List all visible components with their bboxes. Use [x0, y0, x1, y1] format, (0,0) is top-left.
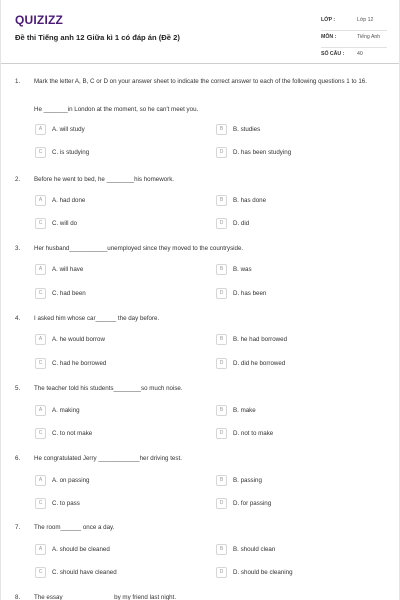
option-a[interactable] — [35, 475, 195, 487]
question-text: Before he went to bed, he ________his homework. — [34, 176, 175, 183]
option-text: C. to pass — [52, 500, 80, 507]
option-letter-box: D — [216, 147, 227, 158]
option-c[interactable] — [35, 288, 195, 300]
option-text: C. is studying — [52, 149, 90, 156]
option-c[interactable] — [35, 358, 195, 370]
question-text: The room______ once a day. — [34, 524, 115, 531]
question-number: 2. — [15, 176, 21, 183]
option-c[interactable] — [35, 428, 195, 440]
option-letter-box: D — [216, 218, 227, 229]
option-letter-box: A — [35, 544, 46, 555]
question-number: 7. — [15, 524, 21, 531]
option-text: C. will do — [52, 220, 78, 227]
question-2 — [15, 176, 385, 234]
option-text: C. should have cleaned — [52, 569, 117, 576]
option-text: D. should be cleaning — [233, 569, 293, 576]
option-b[interactable] — [216, 264, 376, 276]
meta-value: Tiếng Anh — [357, 34, 381, 40]
option-text: D. not to make — [233, 430, 274, 437]
option-text: B. make — [233, 407, 256, 414]
option-d[interactable] — [216, 288, 376, 300]
option-a[interactable] — [35, 334, 195, 346]
option-letter-box: B — [216, 405, 227, 416]
option-text: D. did — [233, 220, 250, 227]
question-sentence: He _______in London at the moment, so he can't meet you. — [34, 106, 199, 113]
option-letter-box: A — [35, 475, 46, 486]
option-a[interactable] — [35, 544, 195, 556]
option-d[interactable] — [216, 428, 376, 440]
option-letter-box: B — [216, 264, 227, 275]
option-letter-box: D — [216, 567, 227, 578]
option-a[interactable] — [35, 405, 195, 417]
question-number: 6. — [15, 455, 21, 462]
option-c[interactable] — [35, 498, 195, 510]
page-title: Đề thi Tiếng anh 12 Giữa kì 1 có đáp án (Đề 2) — [15, 33, 180, 42]
option-letter-box: C — [35, 498, 46, 509]
meta-row-grade — [321, 14, 387, 31]
option-b[interactable] — [216, 544, 376, 556]
meta-info — [321, 14, 387, 65]
option-text: C. had he borrowed — [52, 360, 107, 367]
question-6 — [15, 455, 385, 513]
question-text: Her husband___________unemployed since they moved to the countryside. — [34, 245, 244, 252]
meta-label: MÔN : — [321, 34, 337, 40]
option-letter-box: B — [216, 195, 227, 206]
meta-value: 40 — [357, 51, 363, 57]
meta-label: SỐ CÂU : — [321, 51, 345, 57]
option-b[interactable] — [216, 405, 376, 417]
option-text: B. was — [233, 266, 252, 273]
option-letter-box: C — [35, 428, 46, 439]
option-letter-box: D — [216, 428, 227, 439]
option-a[interactable] — [35, 264, 195, 276]
option-letter-box: A — [35, 195, 46, 206]
quizizz-logo: QUIZIZZ — [15, 13, 64, 27]
question-number: 5. — [15, 385, 21, 392]
option-text: C. had been — [52, 290, 86, 297]
option-d[interactable] — [216, 567, 376, 579]
option-text: A. he would borrow — [52, 336, 105, 343]
question-text: Mark the letter A, B, C or D on your answer sheet to indicate the correct answer to each of the following questions 1 to 16. — [34, 78, 367, 85]
question-text: I asked him whose car______ the day before. — [34, 315, 160, 322]
option-letter-box: A — [35, 124, 46, 135]
option-letter-box: C — [35, 147, 46, 158]
option-letter-box: B — [216, 544, 227, 555]
option-letter-box: C — [35, 218, 46, 229]
option-letter-box: B — [216, 334, 227, 345]
option-text: D. did he borrowed — [233, 360, 286, 367]
question-7 — [15, 524, 385, 582]
question-text: The teacher told his students________so much noise. — [34, 385, 183, 392]
option-b[interactable] — [216, 334, 376, 346]
question-5 — [15, 385, 385, 443]
option-text: A. making — [52, 407, 80, 414]
option-letter-box: D — [216, 498, 227, 509]
meta-row-subject — [321, 31, 387, 48]
option-a[interactable] — [35, 124, 195, 136]
option-d[interactable] — [216, 218, 376, 230]
option-c[interactable] — [35, 147, 195, 159]
question-3 — [15, 245, 385, 303]
option-a[interactable] — [35, 195, 195, 207]
option-text: B. he had borrowed — [233, 336, 288, 343]
question-number: 3. — [15, 245, 21, 252]
option-letter-box: A — [35, 264, 46, 275]
option-letter-box: C — [35, 288, 46, 299]
option-letter-box: C — [35, 358, 46, 369]
option-letter-box: D — [216, 288, 227, 299]
option-text: B. passing — [233, 477, 262, 484]
option-text: B. has done — [233, 197, 267, 204]
option-text: D. for passing — [233, 500, 272, 507]
option-b[interactable] — [216, 475, 376, 487]
option-text: A. will have — [52, 266, 84, 273]
option-d[interactable] — [216, 358, 376, 370]
option-text: A. should be cleaned — [52, 546, 110, 553]
question-number: 4. — [15, 315, 21, 322]
option-text: A. had done — [52, 197, 86, 204]
option-text: D. has been studying — [233, 149, 292, 156]
option-letter-box: C — [35, 567, 46, 578]
question-4 — [15, 315, 385, 373]
option-letter-box: D — [216, 358, 227, 369]
option-d[interactable] — [216, 147, 376, 159]
option-letter-box: B — [216, 124, 227, 135]
question-1 — [15, 78, 385, 156]
option-text: B. studies — [233, 126, 261, 133]
question-8 — [15, 594, 385, 600]
option-letter-box: A — [35, 334, 46, 345]
meta-label: LỚP : — [321, 17, 336, 23]
meta-row-count — [321, 48, 387, 65]
option-text: D. has been — [233, 290, 267, 297]
option-c[interactable] — [35, 567, 195, 579]
question-text: He congratulated Jerry ____________her driving test. — [34, 455, 182, 462]
option-letter-box: B — [216, 475, 227, 486]
question-number: 8. — [15, 594, 21, 600]
option-text: A. on passing — [52, 477, 90, 484]
option-b[interactable] — [216, 124, 376, 136]
meta-value: Lớp 12 — [357, 17, 374, 23]
option-letter-box: A — [35, 405, 46, 416]
option-d[interactable] — [216, 498, 376, 510]
option-text: B. should clean — [233, 546, 276, 553]
question-number: 1. — [15, 78, 21, 85]
question-text: The essay_______________by my friend last night. — [34, 594, 177, 600]
option-text: A. will study — [52, 126, 85, 133]
option-c[interactable] — [35, 218, 195, 230]
worksheet-header — [1, 0, 399, 64]
option-b[interactable] — [216, 195, 376, 207]
option-text: C. to not make — [52, 430, 93, 437]
